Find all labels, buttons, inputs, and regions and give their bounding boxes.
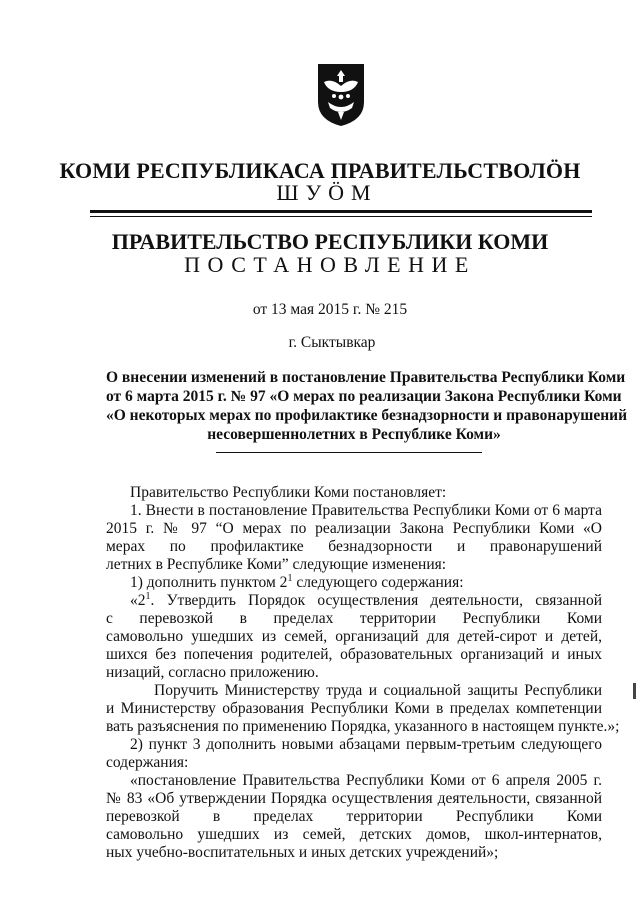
body-line: 2) пункт 3 дополнить новыми абзацами первым-третьим следующего xyxy=(130,736,602,753)
header-divider-thick xyxy=(90,210,592,213)
title-line: от 6 марта 2015 г. № 97 «О мерах по реализации Закона Республики Коми xyxy=(106,388,622,405)
body-text: «2 xyxy=(130,592,146,609)
russian-government-title: ПРАВИТЕЛЬСТВО РЕСПУБЛИКИ КОМИ xyxy=(111,229,549,254)
title-line: несовершеннолетних в Республике Коми» xyxy=(207,426,501,443)
body-line: мерах по профилактике безнадзорности и правонарушений xyxy=(106,538,602,555)
body-line: и Министерству образования Республики Коми в пределах компетенции xyxy=(106,700,602,717)
body-line: 1. Внести в постановление Правительства Республики Коми от 6 марта xyxy=(130,502,602,519)
title-line: О внесении изменений в постановление Правительства Республики Коми xyxy=(106,369,626,386)
body-line xyxy=(106,592,602,610)
document-body xyxy=(106,484,620,862)
body-line: Поручить Министерству труда и социальной защиты Республики xyxy=(154,682,602,699)
body-line: «постановление Правительства Республики Коми от 6 апреля 2005 г. xyxy=(130,772,602,789)
body-line: Правительство Республики Коми постановляет: xyxy=(130,484,447,501)
document-city: г. Сыктывкар xyxy=(288,334,376,351)
superscript: 1 xyxy=(145,592,151,602)
header-divider-thin xyxy=(90,216,592,217)
title-line: «О некоторых мерах по профилактике безнадзорности и правонарушений xyxy=(106,407,628,424)
body-line: низаций, согласно приложению. xyxy=(106,664,319,681)
body-line xyxy=(106,574,602,592)
komi-coat-of-arms-icon xyxy=(316,62,366,128)
body-line: № 83 «Об утверждении Порядка осуществления деятельности, связанной xyxy=(106,790,602,807)
document-title xyxy=(106,368,628,444)
body-line: 2015 г. № 97 “О мерах по реализации Закона Республики Коми «О xyxy=(106,520,602,537)
body-line: перевозкой в пределах территории Республики Коми xyxy=(106,808,602,825)
russian-doc-type: ПОСТАНОВЛЕНИЕ xyxy=(184,252,476,277)
body-line: летних в Республике Коми” следующие изменения: xyxy=(106,556,447,573)
title-underline xyxy=(216,452,482,453)
superscript: 1 xyxy=(287,573,293,584)
body-text: следующего содержания: xyxy=(292,574,464,591)
komi-government-title: КОМИ РЕСПУБЛИКАСА ПРАВИТЕЛЬСТВОЛÖН xyxy=(59,158,581,183)
body-line: шихся без попечения родителей, образовательных организаций и иных xyxy=(106,646,602,663)
body-line: самовольно ушедших из семей, детских домов, школ-интернатов, xyxy=(106,826,602,843)
body-line: ных учебно-воспитательных и иных детских учреждений»; xyxy=(106,844,499,861)
body-text: 1) дополнить пунктом 2 xyxy=(130,574,288,591)
body-text: . Утвердить Порядок осуществления деятельности, связанной xyxy=(150,592,602,609)
body-line: содержания: xyxy=(106,754,189,771)
komi-doc-type: ШУÖМ xyxy=(276,180,378,205)
scan-margin-mark xyxy=(633,683,636,699)
body-line: вать разъяснения по применению Порядка, указанного в настоящем пункте.»; xyxy=(106,718,620,735)
body-line: с перевозкой в пределах территории Республики Коми xyxy=(106,610,602,627)
body-line: самовольно ушедших из семей, организаций для детей-сирот и детей, xyxy=(106,628,602,645)
document-date: от 13 мая 2015 г. № 215 xyxy=(252,301,408,318)
